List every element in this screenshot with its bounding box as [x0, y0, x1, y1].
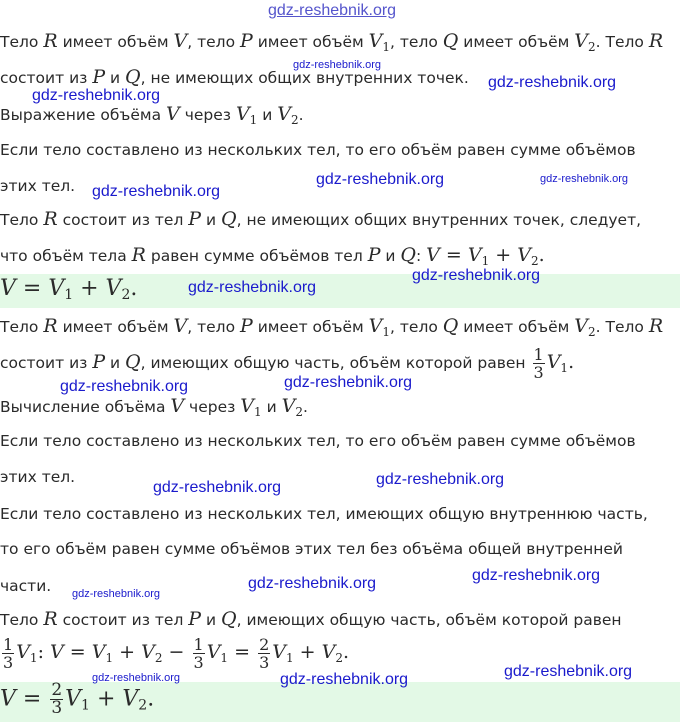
watermark: gdz-reshebnik.org	[472, 567, 601, 584]
answer-formula-1: $V = V_1 + V_2$.	[0, 276, 138, 303]
p1-line5: этих тел.	[0, 177, 76, 195]
watermark: gdz-reshebnik.org	[488, 74, 617, 91]
p2-line8: части.	[0, 577, 52, 595]
watermark: gdz-reshebnik.org	[540, 173, 629, 185]
p1-line4: Если тело составлено из нескольких тел, то его объём равен сумме объёмов	[0, 141, 636, 159]
watermark: gdz-reshebnik.org	[153, 479, 282, 496]
watermark: gdz-reshebnik.org	[280, 671, 409, 688]
p1-line3: Выражение объёма V через $V_1$ и $V_2$.	[0, 103, 304, 127]
p2-line5: этих тел.	[0, 468, 76, 486]
watermark: gdz-reshebnik.org	[92, 183, 221, 200]
p1-line7: что объём тела R равен сумме объёмов тел P и Q: $V = V_1 + V_2$.	[0, 244, 545, 268]
watermark: gdz-reshebnik.org	[316, 171, 445, 188]
p2-line3: Вычисление объёма V через $V_1$ и $V_2$.	[0, 395, 308, 419]
watermark: gdz-reshebnik.org	[92, 672, 181, 684]
p2-line4: Если тело составлено из нескольких тел, то его объём равен сумме объёмов	[0, 432, 636, 450]
fraction-one-third: $\frac{1}{3}$	[533, 345, 544, 382]
p2-line9: Тело R состоит из тел P и Q, имеющих общую часть, объём которой равен	[0, 608, 622, 630]
watermark: gdz-reshebnik.org	[284, 374, 413, 391]
p2-line2: состоит из P и Q, имеющих общую часть, объём которой равен $\frac{1}{3}$ $V_1$.	[0, 345, 575, 382]
watermark: gdz-reshebnik.org	[248, 575, 377, 592]
watermark: gdz-reshebnik.org	[60, 378, 189, 395]
watermark: gdz-reshebnik.org	[293, 59, 382, 71]
p2-line7: то его объём равен сумме объёмов этих тел без объёма общей внутренней	[0, 540, 623, 558]
watermark: gdz-reshebnik.org	[376, 471, 505, 488]
answer-formula-2: V = $\frac{2}{3}$ $V_1 + V_2$.	[0, 680, 155, 718]
watermark: gdz-reshebnik.org	[504, 663, 633, 680]
watermark: gdz-reshebnik.org	[72, 588, 161, 600]
p1-line1: Тело R имеет объём V, тело P имеет объём $V_1$, тело Q имеет объём $V_2$. Тело R	[0, 30, 664, 54]
p1-line6: Тело R состоит из тел P и Q, не имеющих общих внутренних точек, следует,	[0, 208, 642, 230]
p2-line1: Тело R имеет объём V, тело P имеет объём $V_1$, тело Q имеет объём $V_2$. Тело R	[0, 315, 664, 339]
p1-line2: состоит из P и Q, не имеющих общих внутренних точек.	[0, 66, 469, 88]
p2-line6: Если тело составлено из нескольких тел, имеющих общую внутреннюю часть,	[0, 505, 648, 523]
watermark: gdz-reshebnik.org	[188, 279, 317, 296]
answer-box-1	[0, 274, 680, 308]
watermark: gdz-reshebnik.org	[412, 267, 541, 284]
watermark-top[interactable]: gdz-reshebnik.org	[268, 2, 397, 19]
p2-formula-line: $\frac{1}{3}$ $V_1$: $V = V_1 + V_2$ − $\frac{1}{3}$ $V_1$ = $\frac{2}{3}$ $V_1 + V_2$.	[3, 635, 350, 672]
watermark: gdz-reshebnik.org	[32, 87, 161, 104]
